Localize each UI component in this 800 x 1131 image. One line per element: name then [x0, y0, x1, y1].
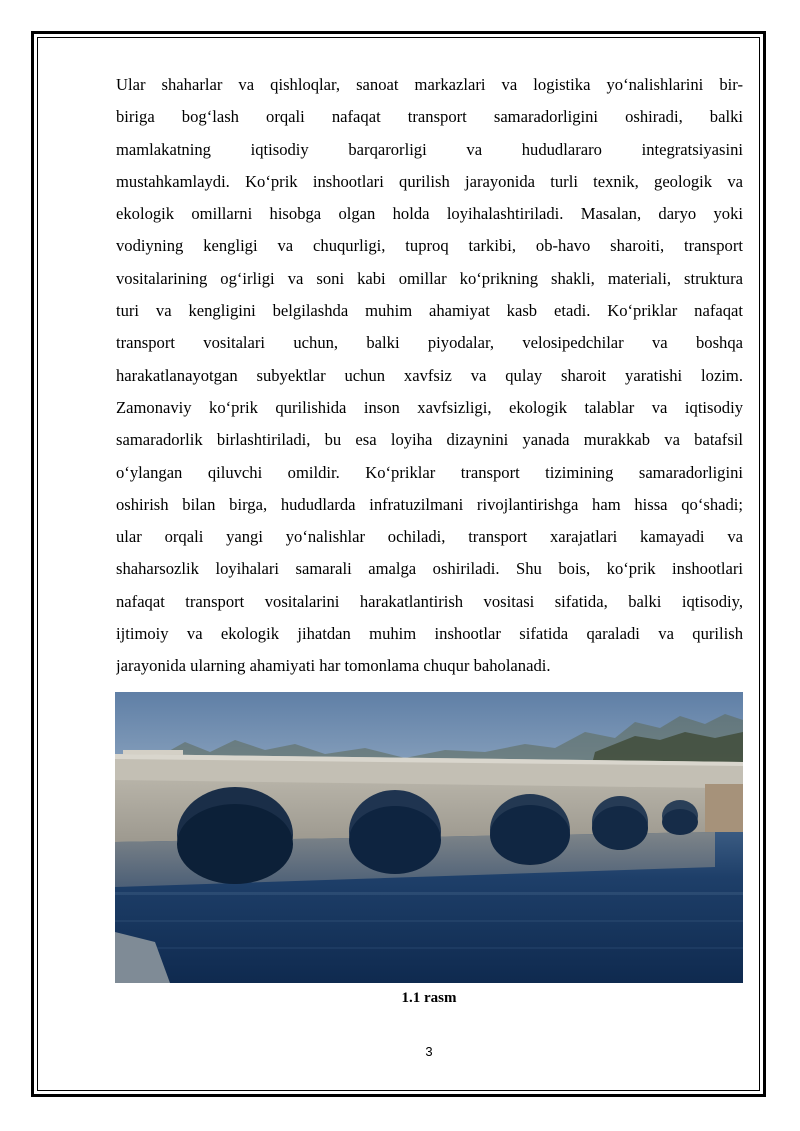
- paragraph-line: oshirish bilan birga, hududlarda infratuzilmani rivojlantirishga ham hissa qo‘shadi;: [116, 494, 743, 514]
- paragraph-line: Zamonaviy ko‘prik qurilishida inson xavfsizligi, ekologik talablar va iqtisodiy: [116, 397, 743, 417]
- paragraph-line: o‘ylangan qiluvchi omildir. Ko‘priklar transport tizimining samaradorligini: [116, 462, 743, 482]
- paragraph-line: vodiyning kengligi va chuqurligi, tuproq tarkibi, ob-havo sharoiti, transport: [116, 236, 743, 256]
- paragraph-line: ekologik omillarni hisobga olgan holda loyihalashtiriladi. Masalan, daryo yoki: [116, 204, 743, 224]
- paragraph-line: mamlakatning iqtisodiy barqarorligi va hududlararo integratsiyasini: [116, 139, 743, 159]
- paragraph-line: jarayonida ularning ahamiyati har tomonlama chuqur baholanadi.: [116, 656, 551, 676]
- paragraph-line: ular orqali yangi yo‘nalishlar ochiladi, transport xarajatlari kamayadi va: [116, 527, 743, 547]
- paragraph-line: Ular shaharlar va qishloqlar, sanoat markazlari va logistika yo‘nalishlarini bir-: [116, 75, 743, 94]
- figure-caption: 1.1 rasm: [401, 990, 457, 1006]
- bridge-photo: [115, 692, 743, 983]
- paragraph-line: harakatlanayotgan subyektlar uchun xavfsiz va qulay sharoit yaratishi lozim.: [116, 365, 743, 385]
- paragraph-line: transport vositalari uchun, balki piyodalar, velosipedchilar va boshqa: [116, 333, 743, 353]
- paragraph-line: vositalarining og‘irligi va soni kabi omillar ko‘prikning shakli, materiali, struktura: [116, 268, 743, 288]
- body-paragraph: [116, 69, 743, 683]
- page-number: 3: [425, 1044, 433, 1059]
- paragraph-line: nafaqat transport vositalarini harakatlantirish vositasi sifatida, balki iqtisodiy,: [116, 591, 743, 611]
- paragraph-line: shaharsozlik loyihalari samarali amalga oshiriladi. Shu bois, ko‘prik inshootlari: [116, 559, 743, 579]
- paragraph-line: mustahkamlaydi. Ko‘prik inshootlari qurilish jarayonida turli texnik, geologik va: [116, 171, 743, 191]
- paragraph-line: ijtimoiy va ekologik jihatdan muhim inshootlar sifatida qaraladi va qurilish: [116, 624, 743, 644]
- paragraph-line: samaradorlik birlashtiriladi, bu esa loyiha dizaynini yanada murakkab va batafsil: [116, 430, 743, 450]
- paragraph-line: biriga bog‘lash orqali nafaqat transport samaradorligini oshiradi, balki: [116, 107, 743, 127]
- paragraph-line: turi va kengligini belgilashda muhim ahamiyat kasb etadi. Ko‘priklar nafaqat: [116, 301, 743, 321]
